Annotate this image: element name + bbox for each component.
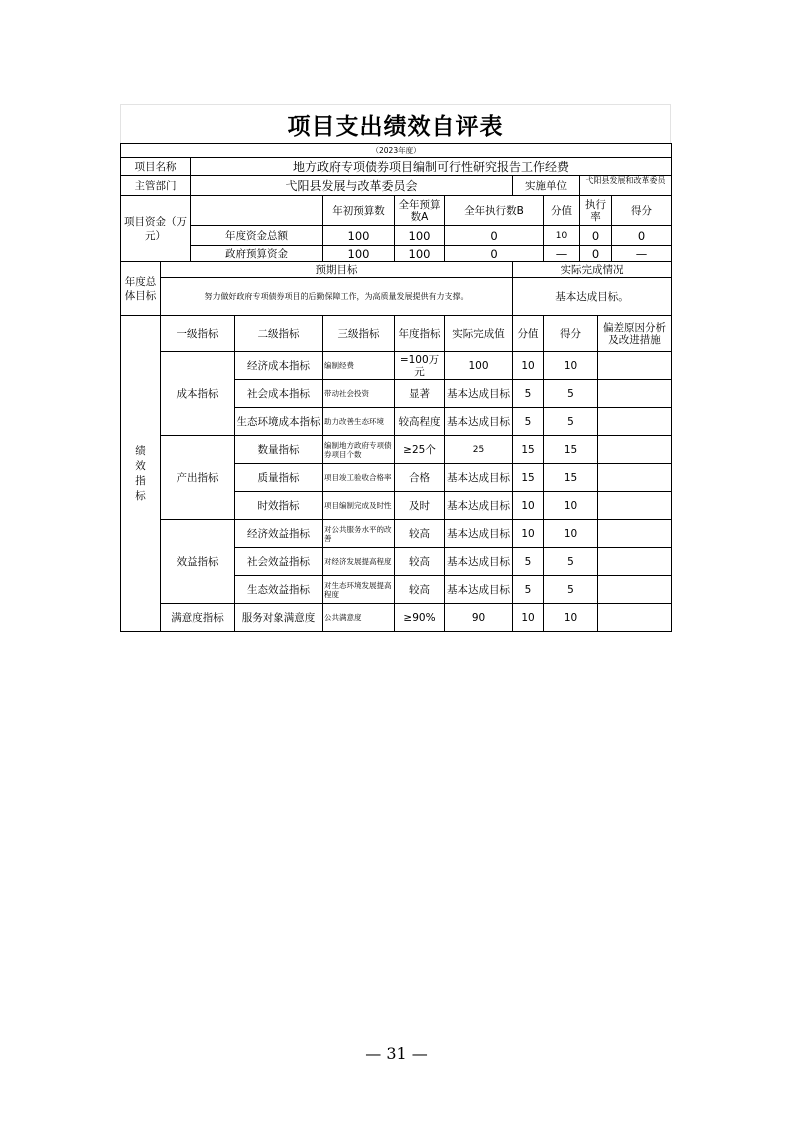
level3-cell: 项目编制完成及时性: [323, 492, 395, 520]
level3-cell: 带动社会投资: [323, 380, 395, 408]
funds-value: 100: [323, 246, 395, 262]
perf-header-2: 三级指标: [323, 316, 395, 352]
level2-cell: 服务对象满意度: [235, 604, 323, 632]
level2-cell: 数量指标: [235, 436, 323, 464]
note-cell: [598, 576, 672, 604]
note-cell: [598, 352, 672, 380]
funds-value: 10: [544, 226, 580, 246]
level3-cell: 公共满意度: [323, 604, 395, 632]
actual-cell: 100: [445, 352, 513, 380]
title-box: [120, 104, 671, 143]
note-cell: [598, 548, 672, 576]
project-name: 地方政府专项债券项目编制可行性研究报告工作经费: [191, 158, 672, 176]
level3-cell: 对经济发展提高程度: [323, 548, 395, 576]
level1-cell: 产出指标: [161, 436, 235, 520]
got-cell: 10: [544, 520, 598, 548]
funds-value: —: [544, 246, 580, 262]
score-cell: 10: [513, 604, 544, 632]
actual-cell: 基本达成目标: [445, 548, 513, 576]
target-cell: ≥25个: [395, 436, 445, 464]
target-cell: 较高: [395, 576, 445, 604]
funds-value: —: [612, 246, 672, 262]
funds-row-budget: [121, 246, 672, 262]
score-cell: 5: [513, 548, 544, 576]
target-cell: 及时: [395, 492, 445, 520]
funds-value: 100: [395, 226, 445, 246]
target-cell: 显著: [395, 380, 445, 408]
got-cell: 10: [544, 492, 598, 520]
dept-label: 主管部门: [121, 176, 191, 196]
funds-value: 0: [580, 226, 612, 246]
target-cell: ≥90%: [395, 604, 445, 632]
note-cell: [598, 492, 672, 520]
level2-cell: 生态效益指标: [235, 576, 323, 604]
funds-corner: [191, 196, 323, 226]
score-cell: 5: [513, 408, 544, 436]
score-cell: 10: [513, 492, 544, 520]
perf-header-row: [121, 316, 672, 352]
actual-cell: 基本达成目标: [445, 492, 513, 520]
level3-cell: 项目竣工验收合格率: [323, 464, 395, 492]
funds-row-label: 年度资金总额: [191, 226, 323, 246]
actual-cell: 25: [445, 436, 513, 464]
score-cell: 15: [513, 436, 544, 464]
actual-cell: 基本达成目标: [445, 464, 513, 492]
note-cell: [598, 520, 672, 548]
funds-header-row: [121, 196, 672, 226]
page-title: 项目支出绩效自评表: [287, 112, 504, 140]
goals-label: 年度总体目标: [121, 262, 161, 316]
level2-cell: 社会效益指标: [235, 548, 323, 576]
funds-label: 项目资金（万元）: [121, 196, 191, 262]
actual-cell: 基本达成目标: [445, 520, 513, 548]
project-name-row: [121, 158, 672, 176]
score-cell: 10: [513, 520, 544, 548]
year-label: （2023年度）: [121, 144, 672, 158]
got-cell: 15: [544, 436, 598, 464]
funds-header-5: 得分: [612, 196, 672, 226]
got-cell: 10: [544, 352, 598, 380]
dept-value: 弋阳县发展与改革委员会: [191, 176, 513, 196]
perf-header-0: 一级指标: [161, 316, 235, 352]
evaluation-table: [120, 143, 672, 632]
funds-header-1: 全年预算数A: [395, 196, 445, 226]
perf-label-text: 绩效指标: [135, 444, 146, 502]
goals-body-row: [121, 278, 672, 316]
actual-cell: 90: [445, 604, 513, 632]
impl-label: 实施单位: [513, 176, 580, 196]
actual-cell: 基本达成目标: [445, 380, 513, 408]
target-cell: 较高: [395, 548, 445, 576]
funds-value: 0: [445, 226, 544, 246]
target-cell: =100万元: [395, 352, 445, 380]
funds-value: 0: [445, 246, 544, 262]
level1-cell: 效益指标: [161, 520, 235, 604]
funds-header-0: 年初预算数: [323, 196, 395, 226]
page-number: — 31 —: [365, 1044, 428, 1063]
got-cell: 5: [544, 548, 598, 576]
note-cell: [598, 464, 672, 492]
funds-value: 100: [395, 246, 445, 262]
table-row: [121, 436, 672, 464]
level2-cell: 质量指标: [235, 464, 323, 492]
perf-header-5: 分值: [513, 316, 544, 352]
note-cell: [598, 408, 672, 436]
year-row: [121, 144, 672, 158]
target-cell: 较高程度: [395, 408, 445, 436]
goals-expected-header: 预期目标: [161, 262, 513, 278]
goals-expected: 努力做好政府专项债券项目的后勤保障工作，为高质量发展提供有力支撑。: [161, 278, 513, 316]
goals-header-row: [121, 262, 672, 278]
level3-cell: 助力改善生态环境: [323, 408, 395, 436]
level3-cell: 编制地方政府专项债券项目个数: [323, 436, 395, 464]
funds-value: 0: [612, 226, 672, 246]
table-row: [121, 352, 672, 380]
level3-cell: 编制经费: [323, 352, 395, 380]
level2-cell: 经济效益指标: [235, 520, 323, 548]
level1-cell: 满意度指标: [161, 604, 235, 632]
project-name-label: 项目名称: [121, 158, 191, 176]
funds-header-2: 全年执行数B: [445, 196, 544, 226]
got-cell: 5: [544, 380, 598, 408]
perf-header-3: 年度指标: [395, 316, 445, 352]
dept-row: [121, 176, 672, 196]
target-cell: 较高: [395, 520, 445, 548]
level3-cell: 对生态环境发展提高程度: [323, 576, 395, 604]
note-cell: [598, 380, 672, 408]
score-cell: 15: [513, 464, 544, 492]
funds-row-total: [121, 226, 672, 246]
table-row: [121, 520, 672, 548]
goals-actual: 基本达成目标。: [513, 278, 672, 316]
score-cell: 5: [513, 380, 544, 408]
got-cell: 10: [544, 604, 598, 632]
goals-actual-header: 实际完成情况: [513, 262, 672, 278]
table-row: [121, 604, 672, 632]
evaluation-sheet: [120, 104, 671, 632]
level2-cell: 经济成本指标: [235, 352, 323, 380]
perf-header-7: 偏差原因分析及改进措施: [598, 316, 672, 352]
note-cell: [598, 604, 672, 632]
funds-row-label: 政府预算资金: [191, 246, 323, 262]
got-cell: 15: [544, 464, 598, 492]
level3-cell: 对公共服务水平的改善: [323, 520, 395, 548]
level2-cell: 时效指标: [235, 492, 323, 520]
actual-cell: 基本达成目标: [445, 408, 513, 436]
funds-header-4: 执行率: [580, 196, 612, 226]
funds-value: 0: [580, 246, 612, 262]
score-cell: 10: [513, 352, 544, 380]
perf-header-6: 得分: [544, 316, 598, 352]
perf-header-4: 实际完成值: [445, 316, 513, 352]
note-cell: [598, 436, 672, 464]
perf-label: [121, 316, 161, 632]
target-cell: 合格: [395, 464, 445, 492]
score-cell: 5: [513, 576, 544, 604]
perf-header-1: 二级指标: [235, 316, 323, 352]
impl-unit: 弋阳县发展和改革委员: [580, 176, 672, 196]
actual-cell: 基本达成目标: [445, 576, 513, 604]
got-cell: 5: [544, 576, 598, 604]
funds-value: 100: [323, 226, 395, 246]
level2-cell: 生态环境成本指标: [235, 408, 323, 436]
funds-header-3: 分值: [544, 196, 580, 226]
level2-cell: 社会成本指标: [235, 380, 323, 408]
got-cell: 5: [544, 408, 598, 436]
level1-cell: 成本指标: [161, 352, 235, 436]
